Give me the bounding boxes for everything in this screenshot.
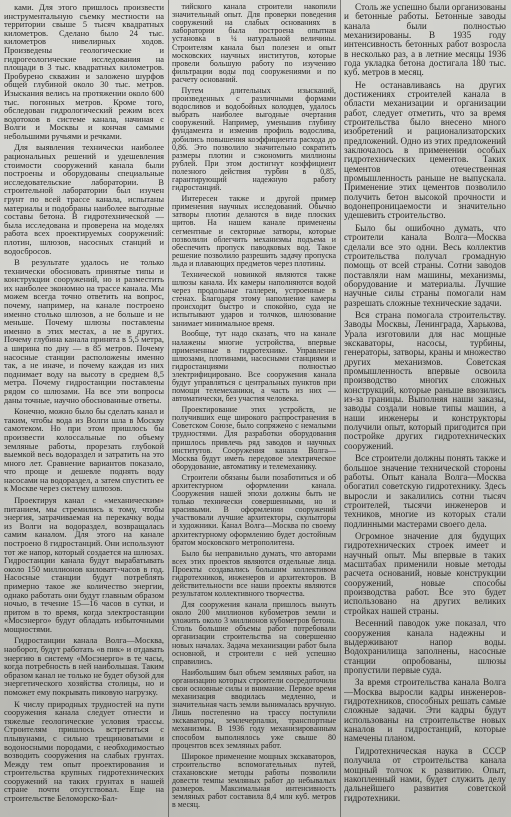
paragraph: тийского канала строители накопили значительный опыт. Для проверки поведения сооружений на слабых основаниях в лаборатории была построена опытная установка в ¼ натуральной величины. Строителям канала был полезен и опыт московских научных институтов, которые провели большую работу по изучению фильтрации воды под сооружениями и по расчету оснований. (172, 3, 336, 84)
paragraph: Наибольшим был объем земляных работ, на организацию которых строители сосредоточили свои основные силы и внимание. Первое время механизация вводилась медленно, и значительная часть земли вынималась вручную. Лишь постепенно на трассу поступили экскаваторы, землечерпалки, транспортные механизмы. В 1936 году механизированным способом выполнялось уже свыше 80 процентов всех земляных работ. (172, 667, 336, 750)
paragraph: В результате удалось не только технически обосновать принятые типы и конструкции сооружений, но и разместить их наиболее экономно на трассе канала. Мы можем всегда точно ответить на вопрос, почему, например, на канале построено именно столько шлюзов, а не больше и не меньше. Почему шлюзы поставлены именно в этих местах, а не в других. Почему глубина канала принята в 5,5 метра, а ширина по дну — в 85 метров. Почему насосные станции расположены именно так, а не иначе, и почему каждая из них поднимает воду на высоту в среднем 8,5 метра. Почему гидростанции поставлены рядом со шлюзами. На все эти вопросы даны точные, научно обоснованные ответы. (4, 257, 164, 405)
paragraph: Технической новинкой являются также шлюзы канала. Их камеры наполняются водой через продольные галлереи, устроенные в стенах. Благодаря этому наполнение камеры происходит быстро и спокойно, суда не испытывают ударов и толчков, шлюзование занимает минимальное время. (172, 269, 336, 328)
paragraph: Вся страна помогала строительству. Заводы Москвы, Ленинграда, Харькова, Урала изготовили для нас мощные экскаваторы, насосы, турбины, генераторы, затворы, краны и множество других механизмов. Советская промышленность впервые освоила производство многих сложных конструкций, которые раньше ввозились из-за границы. Выполняя наши заказы, заводы создали новые типы машин, а наши инженеры и конструкторы получили опыт, который пригодится при постройке других гидротехнических сооружений. (344, 310, 506, 451)
paragraph: Гидростанции канала Волга—Москва, наоборот, будут работать «в пик» и отдавать энергию в систему «Мосэнерго» в те часы, когда потребность в ней наибольшая. Таким образом канал не только не будет обузой для энергетического хозяйства столицы, но и поможет ему покрывать пиковую нагрузку. (4, 635, 164, 697)
paragraph: Все строители должны понять также и большое значение технической стороны работы. Опыт канала Волга—Москва обогатил советскую гидротехнику. Здесь выросли и закалились сотни тысяч строителей, тысячи инженеров и техников, многие из которых стали подлинными мастерами своего дела. (344, 453, 506, 529)
paragraph: Для выявления технически наиболее рациональных решений и удешевления стоимости сооружений канала были построены и оборудованы специальные исследовательские лаборатории. В строительной лаборатории был изучен грунт по всей трассе канала, испытаны материалы и подобраны наиболее выгодные составы бетона. В гидротехнической — была исследована и проверена на моделях работа всех проектируемых сооружений: плотин, шлюзов, насосных станций и водосбросов. (4, 142, 164, 256)
article-column-2 (172, 3, 336, 813)
paragraph: Было бы неправильно думать, что авторами всех этих проектов являются отдельные лица. Проекты создавались большим коллективом гидротехников, инженеров и архитекторов. В действительности все наши проекты являются результатом коллективного творчества. (172, 548, 336, 599)
paragraph: Конечно, можно было бы сделать канал и таким, чтобы вода из Волги шла в Москву самотеком. Но при этом пришлось бы произвести колоссальные по объему земляные работы, прорезать глубокой выемкой весь водораздел и затратить на это много лет. Сравнение вариантов показало, что проще и дешевле поднять воду насосами на водораздел, а затем спустить ее к Москве через систему шлюзов. (4, 406, 164, 494)
paragraph: Гидротехническая наука в СССР получила от строительства канала мощный толчок к развитию. Опыт, накопленный нами, будет служить делу дальнейшего развития советской гидротехники. (344, 745, 506, 803)
article-column-1 (4, 3, 164, 813)
paragraph: Огромное значение для будущих гидротехнических строек имеет и научный опыт. Мы впервые в таких масштабах применили новые методы расчета оснований, новые конструкции сооружений, новые способы производства работ. Все это будет использовано на других великих стройках нашей страны. (344, 531, 506, 616)
paragraph: Столь же успешно были организованы и бетонные работы. Бетонные заводы канала были полностью механизированы. В 1935 году интенсивность бетонных работ возросла в несколько раз, а в летние месяцы 1936 года укладка бетона достигала 180 тыс. куб. метров в месяц. (344, 3, 506, 78)
paragraph: Проектируя канал с «механическим» питанием, мы стремились к тому, чтобы энергия, затрачиваемая на перекачку воды из Волги на водораздел, возвращалась самим каналом. Для этого на канале построено 8 гидростанций. Они используют тот же напор, который создается на шлюзах. Гидростанции канала будут вырабатывать около 150 миллионов киловатт-часов в год. Насосные станции будут потреблять примерно такое же количество энергии, однако работать они будут главным образом ночью, в течение 15—16 часов в сутки, и притом в то время, когда электростанции «Мосэнерго» будут обладать избыточными мощностями. (4, 495, 164, 634)
paragraph: К числу природных трудностей на пути сооружения канала следует отнести и тяжелые геологические условия трассы. Строителям пришлось встретиться с плывунами, с сильно трещиноватыми и водоносными породами, с необходимостью возводить сооружения на слабых грунтах. Между тем опыт проектирования и строительства крупных гидротехнических сооружений на таких грунтах в нашей стране почти отсутствовал. Еще на строительстве Беломорско-Бал- (4, 698, 164, 804)
column-divider (340, 0, 341, 817)
paragraph: Было бы ошибочно думать, что строители канала Волга—Москва сделали все это одни. Весь коллектив строительства получал громадную помощь от всей страны. Сотни заводов поставляли нам машины, механизмы, оборудование и материалы. Лучшие научные силы страны помогали нам разрешать сложные технические задачи. (344, 222, 506, 308)
paragraph: Вообще, тут надо сказать, что на канале налажены многие устройства, впервые примененные в гидротехнике. Управление шлюзами, плотинами, насосными станциями и гидростанциями полностью электрифицировано. Все сооружения канала будут управляться с центральных пунктов при помощи телемеханики, а часть из них — автоматически, без участия человека. (172, 329, 336, 404)
column-divider (168, 0, 169, 817)
paragraph: Широкое применение мощных экскаваторов, строительство вспомогательных путей, стахановские методы работы позволили довести темпы земляных работ до небывалых размеров. Максимальная интенсивность земляных работ составила 8,4 млн куб. метров в месяц. (172, 751, 336, 810)
paragraph: Для сооружения канала пришлось вынуть около 200 миллионов кубометров земли и уложить около 3 миллионов кубометров бетона. Столь большие объемы работ потребовали организации строительства на совершенно новых началах. Задача механизации работ была основной, и строители с ней успешно справились. (172, 600, 336, 666)
paragraph: ками. Для этого пришлось произвести инструментальную съемку местности на территории свыше 5 тысяч квадратных километров. Сделано было 24 тыс. километров нивелирных ходов. Произведены геологические и гидрогеологические исследования на площади в 3 тыс. квадратных километров. Пробурено скважин и заложено шурфов общей глубиной около 30 тыс. метров. Изыскания велись на протяжении около 600 тыс. погонных метров. Кроме того, обследован гидрологический режим всех водотоков в системе канала, начиная с Волги и Москвы и кончая самыми небольшими ручьями и речками. (4, 3, 164, 141)
paragraph: Строители обязаны были позаботиться и об архитектурном оформлении канала. Сооружения нашей эпохи должны быть не только технически совершенными, но и красивыми. В оформлении сооружений участвовали лучшие архитекторы, скульпторы и художники. Канал Волга—Москва по своему архитектурному оформлению будет достойным братом московского метрополитена. (172, 472, 336, 547)
paragraph: Интересен также и другой пример применения научных исследований. Обычно затворы плотин делаются в виде плоских щитов. На нашем канале применены сегментные и секторные затворы, которые позволили облегчить механизмы подъема и обеспечить пропуск паводковых вод. Такое решение позволило разрешить задачу пропуска льда и плавающих предметов через плотины. (172, 194, 336, 268)
paragraph: За время строительства канала Волга—Москва выросли кадры инженеров-гидротехников, способных решать самые сложные задачи. Эти кадры будут использованы на строительстве новых каналов и гидростанций, которые намечены планом. (344, 677, 506, 744)
paragraph: Путем длительных изысканий, произведенных с различными формами водосливов и водобойных колодцев, удалось выбрать наиболее выгодные очертания сооружений. Например, уменьшив глубину фундамента и изменив профиль водослива, добились повышения коэффициента расхода до 0,86. Это позволило значительно сократить размеры плотин и сэкономить миллионы рублей. При этом достигнут коэффициент полезного действия турбин в 0,85, гарантирующий надежную работу гидростанций. (172, 85, 336, 193)
article-column-3 (344, 3, 506, 813)
paragraph: Весенний паводок уже показал, что сооружения канала надежны и выдерживают напор воды. Водохранилища заполнены, насосные станции опробованы, шлюзы пропустили первые суда. (344, 618, 506, 675)
paragraph: Не останавливаясь на других достижениях строителей канала в области механизации и организации работ, следует отметить, что за время строительства было внесено много изобретений и рационализаторских предложений. Одно из этих предложений заключалось в применении особых гидротехнических цементов. Таких цементов отечественная промышленность раньше не выпускала. Применение этих цементов позволило получить бетон высокой прочности и водонепроницаемости и значительно удешевить строительство. (344, 79, 506, 221)
paragraph: Проектирование этих устройств, не получивших еще широкого распространения в Советском Союзе, было сопряжено с немалыми трудностями. Для разработки оборудования пришлось привлечь ряд заводов и научных институтов. Сооружения канала Волга—Москва будут иметь передовое электрическое оборудование, автоматику и телемеханику. (172, 405, 336, 471)
